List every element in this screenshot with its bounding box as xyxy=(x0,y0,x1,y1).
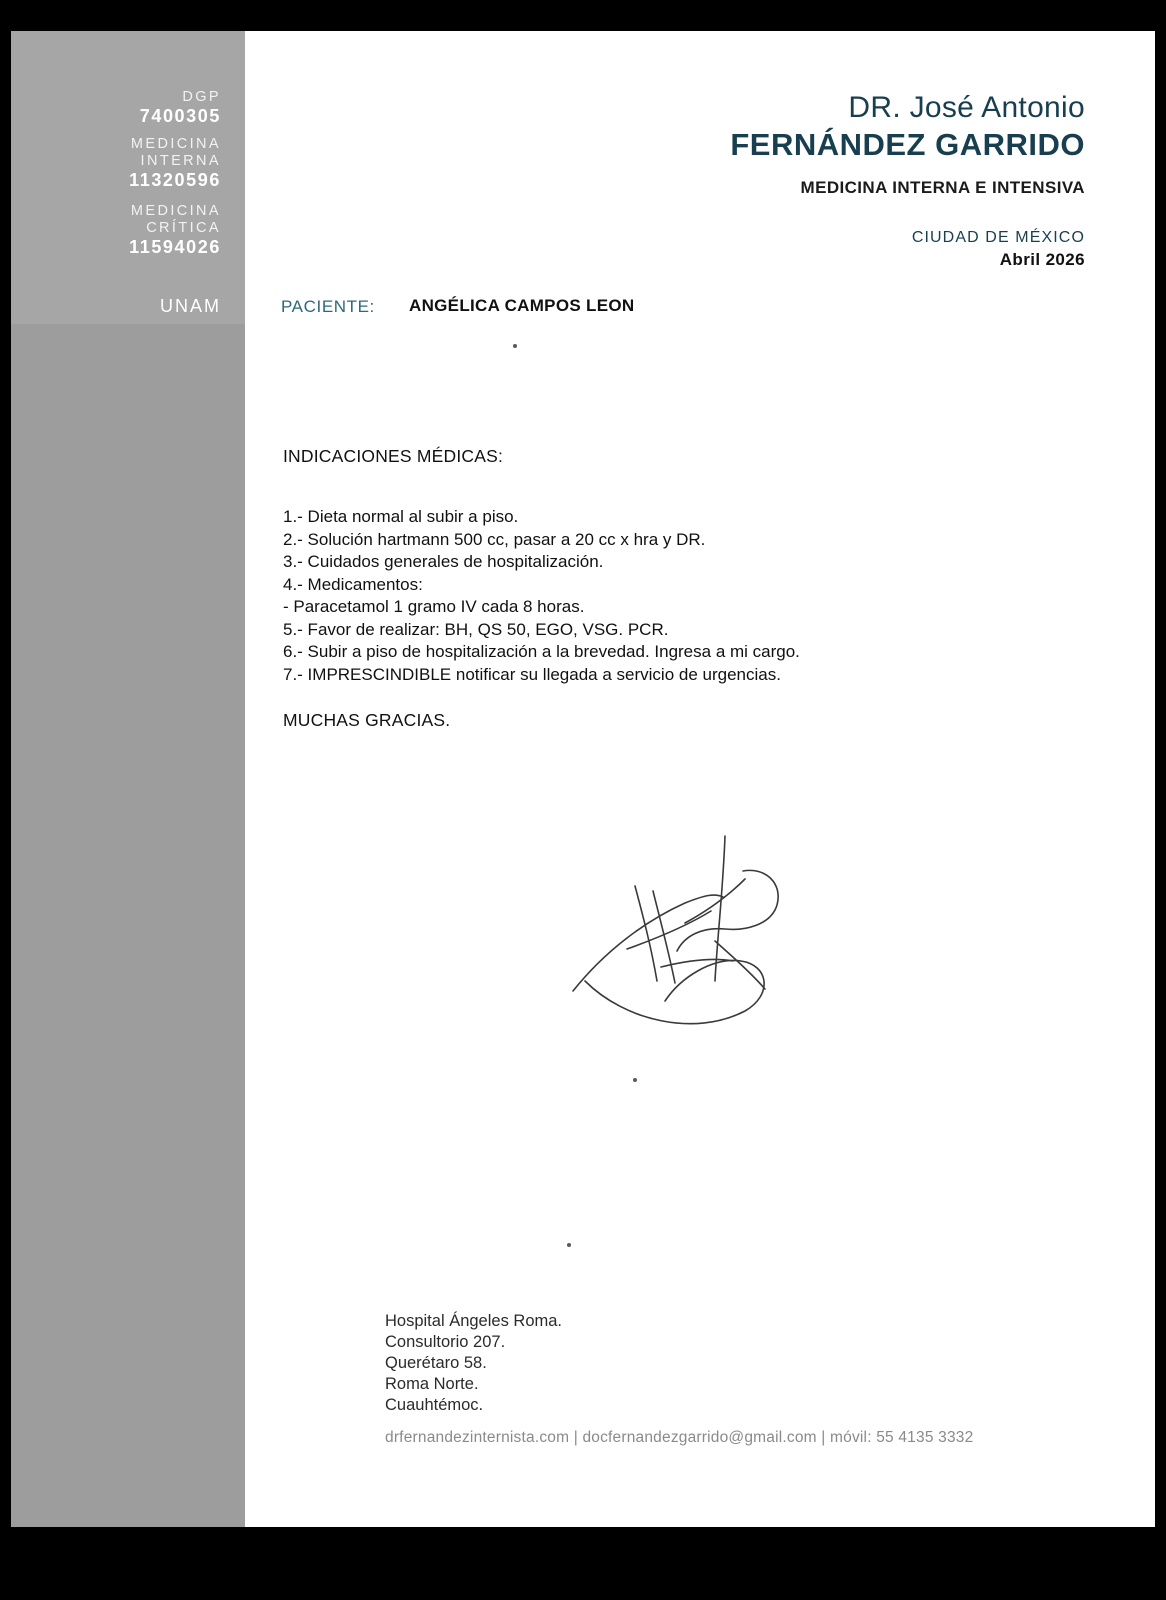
address-line: Querétaro 58. xyxy=(385,1354,487,1372)
address-line: Hospital Ángeles Roma. xyxy=(385,1312,563,1330)
footer-contact: drfernandezinternista.com | docfernandezgarrido@gmail.com | móvil: 55 4135 3332 xyxy=(385,1429,974,1446)
list-item: 4.- Medicamentos: xyxy=(283,574,423,594)
document-date: Abril 2026 xyxy=(999,250,1085,269)
stray-dot-3 xyxy=(567,1243,571,1247)
list-item: 2.- Solución hartmann 500 cc, pasar a 20 cc x hra y DR. xyxy=(283,529,706,549)
patient-label: PACIENTE: xyxy=(281,297,375,316)
license-medicina-interna xyxy=(51,136,221,191)
sidebar xyxy=(11,31,245,1527)
stray-dot-2 xyxy=(633,1078,637,1082)
document-city: CIUDAD DE MÉXICO xyxy=(911,229,1085,246)
license-medicina-interna-number: 11320596 xyxy=(129,170,221,190)
list-item: - Paracetamol 1 gramo IV cada 8 horas. xyxy=(283,597,585,616)
address-line: Consultorio 207. xyxy=(385,1333,506,1351)
license-medicina-interna-label: MEDICINA INTERNA xyxy=(130,136,221,169)
university-label: UNAM xyxy=(160,296,221,316)
doctor-specialty: MEDICINA INTERNA E INTENSIVA xyxy=(800,178,1085,197)
list-item: 5.- Favor de realizar: BH, QS 50, EGO, VSG. PCR. xyxy=(283,619,669,639)
list-item: 6.- Subir a piso de hospitalización a la brevedad. Ingresa a mi cargo. xyxy=(283,642,800,661)
license-medicina-critica xyxy=(51,203,221,258)
signature-image xyxy=(565,831,845,1051)
patient-name: ANGÉLICA CAMPOS LEON xyxy=(409,296,635,315)
license-dgp-label: DGP xyxy=(182,89,221,105)
license-medicina-critica-number: 11594026 xyxy=(129,237,221,257)
doctor-first-name: DR. José Antonio xyxy=(848,91,1085,124)
stray-dot-1 xyxy=(513,344,517,348)
doctor-last-name: FERNÁNDEZ GARRIDO xyxy=(730,127,1085,162)
document-body xyxy=(245,31,1155,1527)
address-line: Cuauhtémoc. xyxy=(385,1396,484,1414)
license-medicina-critica-label: MEDICINA CRÍTICA xyxy=(130,203,221,236)
closing-text: MUCHAS GRACIAS. xyxy=(283,710,451,730)
prescription-page xyxy=(11,31,1155,1527)
orders-heading: INDICACIONES MÉDICAS: xyxy=(283,446,504,466)
clinic-address xyxy=(385,1311,562,1416)
license-dgp xyxy=(140,89,221,127)
license-dgp-number: 7400305 xyxy=(139,106,221,126)
list-item: 7.- IMPRESCINDIBLE notificar su llegada a servicio de urgencias. xyxy=(283,664,781,684)
list-item: 3.- Cuidados generales de hospitalización. xyxy=(283,552,604,571)
orders-list xyxy=(283,506,800,686)
list-item: 1.- Dieta normal al subir a piso. xyxy=(283,507,519,526)
address-line: Roma Norte. xyxy=(385,1375,479,1393)
